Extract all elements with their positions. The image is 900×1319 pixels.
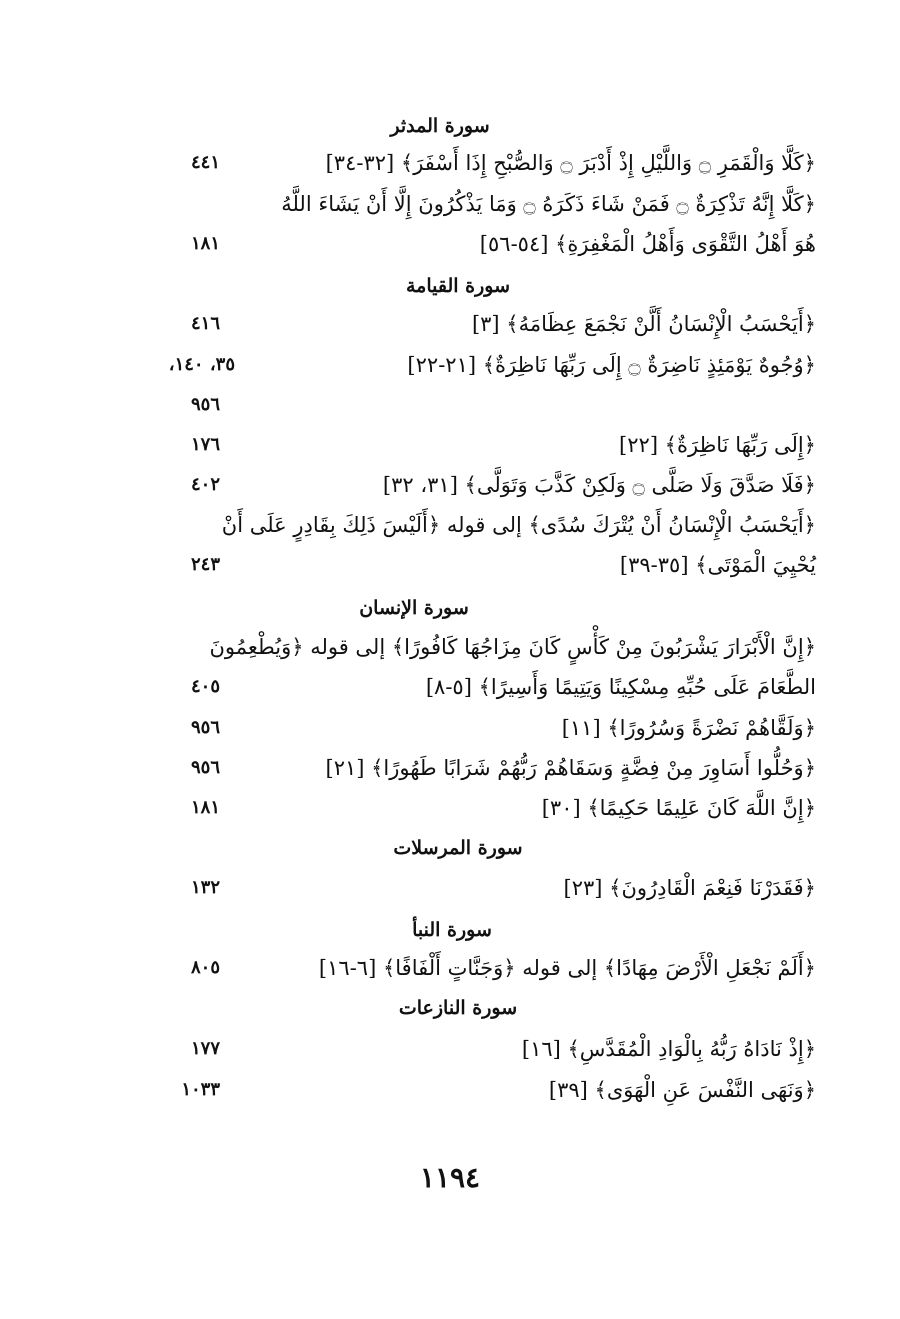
page-ref: ٤٠٢ [190,474,220,495]
index-row [100,345,816,385]
page-ref: ٩٥٦ [190,717,220,738]
verse-text: ﴿وَلَقَّاهُمْ نَضْرَةً وَسُرُورًا﴾ [١١] [561,716,816,740]
page-ref: ١٨١ [190,797,220,818]
page-ref: ٤١٦ [190,313,220,334]
verse-text: ﴿أَلَمْ نَجْعَلِ الْأَرْضَ مِهَادًا﴾ إلى قوله ﴿وَجَنَّاتٍ أَلْفَافًا﴾ [٦-١٦] [318,956,816,980]
index-row [100,385,816,425]
page-ref: ١٧٦ [190,434,220,455]
verse-text: ﴿إِلَى رَبِّهَا نَاظِرَةٌ﴾ [٢٢] [619,433,816,457]
surah-heading: سورة المدثر [390,115,490,137]
verse-text: ﴿كَلَّا وَالْقَمَرِ ۝ وَاللَّيْلِ إِذْ أَدْبَرَ ۝ وَالصُّبْحِ إِذَا أَسْفَرَ﴾ [٣٢-٣٤] [325,151,816,175]
page-ref: ١٧٧ [190,1038,220,1059]
index-row [100,425,816,465]
page-ref: ١٨١ [190,233,220,254]
index-row [100,627,816,667]
verse-text: ﴿وَحُلُّوا أَسَاوِرَ مِنْ فِضَّةٍ وَسَقَاهُمْ رَبُّهُمْ شَرَابًا طَهُورًا﴾ [٢١] [325,756,816,780]
index-row [100,304,816,344]
index-row [100,224,816,264]
verse-text: الطَّعَامَ عَلَى حُبِّهِ مِسْكِينًا وَيَتِيمًا وَأَسِيرًا﴾ [٥-٨] [425,675,816,699]
index-row [100,143,816,183]
index-row [100,184,816,224]
index-row [100,708,816,748]
verse-text: ﴿فَقَدَرْنَا فَنِعْمَ الْقَادِرُونَ﴾ [٢٣] [563,876,816,900]
index-row [100,1029,816,1069]
index-row [100,545,816,585]
page-ref: ٨٠٥ [190,957,220,978]
index-row [100,868,816,908]
surah-heading: سورة المرسلات [393,837,523,859]
verse-text: يُحْيِيَ الْمَوْتَى﴾ [٣٥-٣٩] [619,553,816,577]
page-number: ١١٩٤ [419,1161,481,1194]
page-ref: ٤٠٥ [190,676,220,697]
surah-heading: سورة الإنسان [359,597,469,619]
verse-text: ﴿فَلَا صَدَّقَ وَلَا صَلَّى ۝ وَلَكِنْ كَذَّبَ وَتَوَلَّى﴾ [٣١، ٣٢] [382,473,816,497]
index-row [100,948,816,988]
verse-text: ﴿إِنَّ الْأَبْرَارَ يَشْرَبُونَ مِنْ كَأْسٍ كَانَ مِزَاجُهَا كَافُورًا﴾ إلى قوله ﴿وَيُطْعِمُونَ [209,635,816,659]
verse-text: ﴿وَنَهَى النَّفْسَ عَنِ الْهَوَى﴾ [٣٩] [548,1078,816,1102]
verse-text: هُوَ أَهْلُ التَّقْوَى وَأَهْلُ الْمَغْفِرَةِ﴾ [٥٤-٥٦] [479,232,816,256]
index-row [100,788,816,828]
verse-text: ﴿وُجُوهٌ يَوْمَئِذٍ نَاضِرَةٌ ۝ إِلَى رَبِّهَا نَاظِرَةٌ﴾ [٢١-٢٢] [407,353,816,377]
page-ref: ٩٥٦ [190,394,220,415]
surah-heading: سورة القيامة [405,275,511,297]
page-ref: ١٣٢ [190,877,220,898]
index-row [100,505,816,545]
verse-text: ﴿إِنَّ اللَّهَ كَانَ عَلِيمًا حَكِيمًا﴾ [٣٠] [541,796,816,820]
index-row [100,1070,816,1110]
verse-text: ﴿إِذْ نَادَاهُ رَبُّهُ بِالْوَادِ الْمُقَدَّسِ﴾ [١٦] [521,1037,816,1061]
surah-heading: سورة النازعات [398,997,518,1019]
page-ref: ٤٤١ [190,152,220,173]
verse-text: ﴿أَيَحْسَبُ الْإِنْسَانُ أَنْ يُتْرَكَ سُدًى﴾ إلى قوله ﴿أَلَيْسَ ذَلِكَ بِقَادِرٍ عَلَى أَنْ [221,513,816,537]
page-ref: ٩٥٦ [190,757,220,778]
verse-text: ﴿أَيَحْسَبُ الْإِنْسَانُ أَلَّنْ نَجْمَعَ عِظَامَهُ﴾ [٣] [471,312,816,336]
index-row [100,465,816,505]
verse-text: ﴿كَلَّا إِنَّهُ تَذْكِرَةٌ ۝ فَمَنْ شَاءَ ذَكَرَهُ ۝ وَمَا يَذْكُرُونَ إِلَّا أَنْ يَشَاءَ اللَّهُ [281,192,816,216]
index-row [100,667,816,707]
page-ref: ٣٥، ١٤٠، [168,354,235,375]
page-ref: ٢٤٣ [190,554,220,575]
surah-heading: سورة النبأ [412,919,492,941]
index-row [100,748,816,788]
page-ref: ١٠٣٣ [181,1079,220,1100]
